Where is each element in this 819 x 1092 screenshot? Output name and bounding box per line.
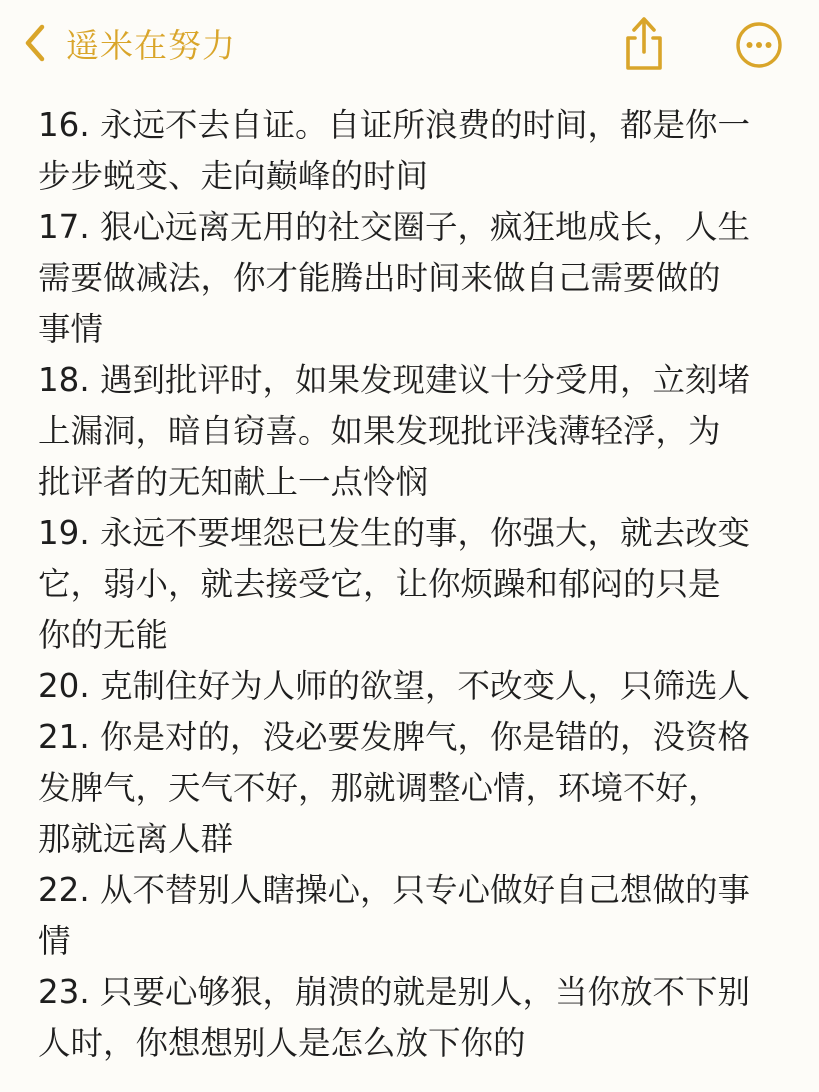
more-button[interactable] [735,21,783,69]
back-label: 遥米在努力 [66,25,236,65]
navigation-bar [0,0,819,92]
note-line: 它，弱小，就去接受它，让你烦躁和郁闷的只是 [38,565,721,603]
note-line: 16. 永远不去自证。自证所浪费的时间，都是你一 [38,106,751,144]
note-line: 步步蜕变、走向巅峰的时间 [38,157,429,195]
back-button[interactable] [22,18,236,68]
note-line: 18. 遇到批评时，如果发现建议十分受用，立刻堵 [38,361,751,399]
note-line: 事情 [38,310,104,348]
note-line: 17. 狠心远离无用的社交圈子，疯狂地成长，人生 [38,208,751,246]
share-button[interactable] [620,14,668,72]
note-line: 20. 克制住好为人师的欲望，不改变人，只筛选人 [38,667,751,705]
note-line: 需要做减法，你才能腾出时间来做自己需要做的 [38,259,721,297]
note-line: 21. 你是对的，没必要发脾气，你是错的，没资格 [38,718,751,756]
note-line: 人时，你想想别人是怎么放下你的 [38,1024,526,1062]
more-icon [735,54,783,73]
note-line: 23. 只要心够狠，崩溃的就是别人，当你放不下别 [38,973,751,1011]
note-line: 19. 永远不要埋怨已发生的事，你强大，就去改变 [38,514,751,552]
note-line: 你的无能 [38,616,169,654]
note-line: 批评者的无知献上一点怜悯 [38,463,429,501]
note-line: 22. 从不替别人瞎操心，只专心做好自己想做的事 [38,871,751,909]
note-line: 上漏洞，暗自窃喜。如果发现批评浅薄轻浮，为 [38,412,721,450]
note-line: 情 [38,922,71,960]
note-line: 发脾气，天气不好，那就调整心情，环境不好， [38,769,721,807]
note-line: 那就远离人群 [38,820,234,858]
chevron-left-icon [22,18,62,68]
share-icon [620,57,668,76]
